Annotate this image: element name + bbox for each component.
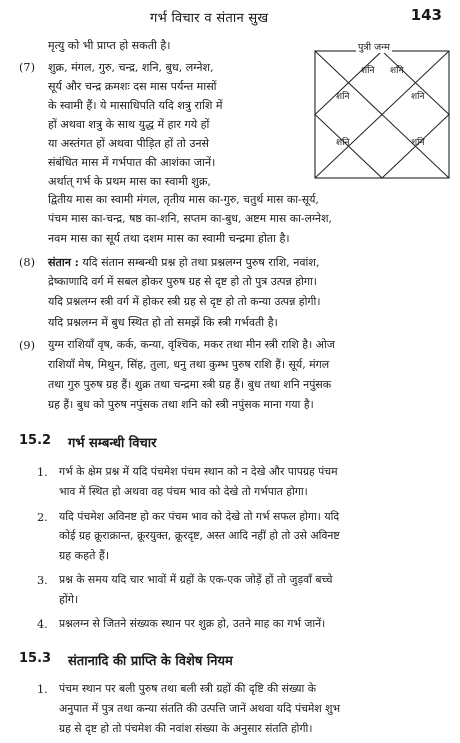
section-number: 15.2 — [19, 433, 52, 448]
text-line: ग्रह से दृष्ट हो तो पंचमेश की नवांश संख्या के अनुसार संतति होगी। — [59, 722, 313, 735]
text-line: ग्रह कहते हैं। — [59, 549, 110, 562]
text-line: युग्म राशियाँ वृष, कर्क, कन्या, वृश्चिक, मकर तथा मीन स्त्री राशि है। ओज — [48, 338, 335, 351]
chart-title: पुत्री जन्म — [358, 42, 390, 53]
text-line: के स्वामी हैं। ये मासाधिपति यदि शत्रु राशि में — [48, 99, 223, 112]
text-line: नवम मास का सूर्य तथा दशम मास का स्वामी चन्द्रमा होता है। — [48, 232, 290, 245]
page-number: 143 — [410, 6, 442, 24]
list-number: 3. — [37, 574, 48, 587]
text-line: पंचम स्थान पर बली पुरुष तथा बली स्त्री ग्रहों की दृष्टि की संख्या के — [59, 682, 317, 695]
text-line: ग्रह हैं। बुध को पुरुष नपुंसक तथा शनि को स्त्री नपुंसक माना गया है। — [48, 398, 314, 411]
item-number: (7) — [19, 61, 36, 74]
section-title: संतानादि की प्राप्ति के विशेष नियम — [68, 654, 233, 669]
text-line: यदि प्रश्नलग्न में बुध स्थित हो तो समझें कि स्त्री गर्भवती है। — [48, 316, 278, 329]
chart-house-label: शनि — [411, 138, 425, 148]
text-line: प्रश्न के समय यदि चार भावों में ग्रहों के एक-एक जोड़ें हों तो जुड़वाँ बच्चे — [59, 573, 333, 586]
text-line — [48, 257, 319, 268]
text-line: गर्भ के क्षेम प्रश्न में यदि पंचमेश पंचम स्थान को न देखे और पापग्रह पंचम — [59, 465, 338, 478]
chart-house-label: शनि — [336, 92, 350, 102]
text-line: कोई ग्रह क्रूराक्रान्त, क्रूरयुक्त, क्रूरदृष्ट, अस्त आदि नहीं हो तो उसे अविनष्ट — [59, 529, 340, 542]
page-header — [0, 6, 460, 26]
text-line: होंगे। — [59, 593, 79, 606]
text-line: राशियाँ मेष, मिथुन, सिंह, तुला, धनु तथा कुम्भ पुरुष राशि हैं। सूर्य, मंगल — [48, 358, 330, 371]
text-line: संबंधित मास में गर्भपात की आशंका जानें। — [48, 156, 216, 169]
section-title: गर्भ सम्बन्धी विचार — [68, 436, 157, 451]
text-line: अनुपात में पुत्र तथा कन्या संतति की उत्पत्ति जानें अथवा यदि पंचमेश शुभ — [59, 702, 341, 715]
text-line: अर्थात् गर्भ के प्रथम मास का स्वामी शुक्र, — [48, 175, 211, 188]
item-number: (8) — [19, 256, 36, 269]
chart-house-label: शनि — [390, 66, 404, 76]
list-number: 1. — [37, 683, 48, 696]
chart-house-label: शनि — [361, 66, 375, 76]
text-line: हों अथवा शत्रु के साथ युद्ध में हार गये हों — [48, 118, 210, 131]
chart-diagram — [314, 41, 450, 179]
text-line: पंचम मास का-चन्द्र, षष्ठ का-शनि, सप्तम का-बुध, अष्टम मास का-लग्नेश, — [48, 212, 332, 225]
chart-house-label: शनि — [336, 138, 350, 148]
text-line: या अस्तंगत हों अथवा पीड़ित हों तो उनसे — [48, 137, 210, 150]
text-line: यदि पंचमेश अविनष्ट हो कर पंचम भाव को देखे तो गर्भ सफल होगा। यदि — [59, 510, 340, 523]
text-line: द्रेष्काणादि वर्ग में सबल होकर पुरुष ग्रह से दृष्ट हो तो पुत्र उत्पन्न होगा। — [48, 275, 317, 288]
santan-heading: संतान : — [48, 256, 79, 269]
horoscope-chart — [314, 41, 450, 179]
section-number: 15.3 — [19, 651, 52, 666]
list-number: 4. — [37, 618, 48, 631]
text-line: शुक्र, मंगल, गुरु, चन्द्र, शनि, बुध, लग्नेश, — [48, 61, 214, 74]
chart-house-label: शनि — [411, 92, 425, 102]
text-line: भाव में स्थित हो अथवा वह पंचम भाव को देखे तो गर्भपात होगा। — [59, 485, 308, 498]
running-title: गर्भ विचार व संतान सुख — [150, 11, 269, 26]
list-number: 2. — [37, 511, 48, 524]
text-line: द्वितीय मास का स्वामी मंगल, तृतीय मास का-गुरु, चतुर्थ मास का-सूर्य, — [48, 193, 319, 206]
text-line: सूर्य और चन्द्र क्रमशः दस मास पर्यन्त मासों — [48, 80, 217, 93]
text-line: मृत्यु को भी प्राप्त हो सकती है। — [48, 39, 171, 52]
text-line: प्रश्नलग्न से जितने संख्यक स्थान पर शुक्र हो, उतने माह का गर्भ जानें। — [59, 617, 326, 630]
text-line: तथा गुरु पुरुष ग्रह हैं। शुक्र तथा चन्द्रमा स्त्री ग्रह हैं। बुध तथा शनि नपुंसक — [48, 378, 332, 391]
santan-text: यदि संतान सम्बन्धी प्रश्न हो तथा प्रश्नलग्न पुरुष राशि, नवांश, — [78, 256, 320, 269]
text-line: यदि प्रश्नलग्न स्त्री वर्ग में होकर स्त्री ग्रह से दृष्ट हो तो कन्या उत्पन्न होगी। — [48, 295, 321, 308]
item-number: (9) — [19, 339, 36, 352]
list-number: 1. — [37, 466, 48, 479]
